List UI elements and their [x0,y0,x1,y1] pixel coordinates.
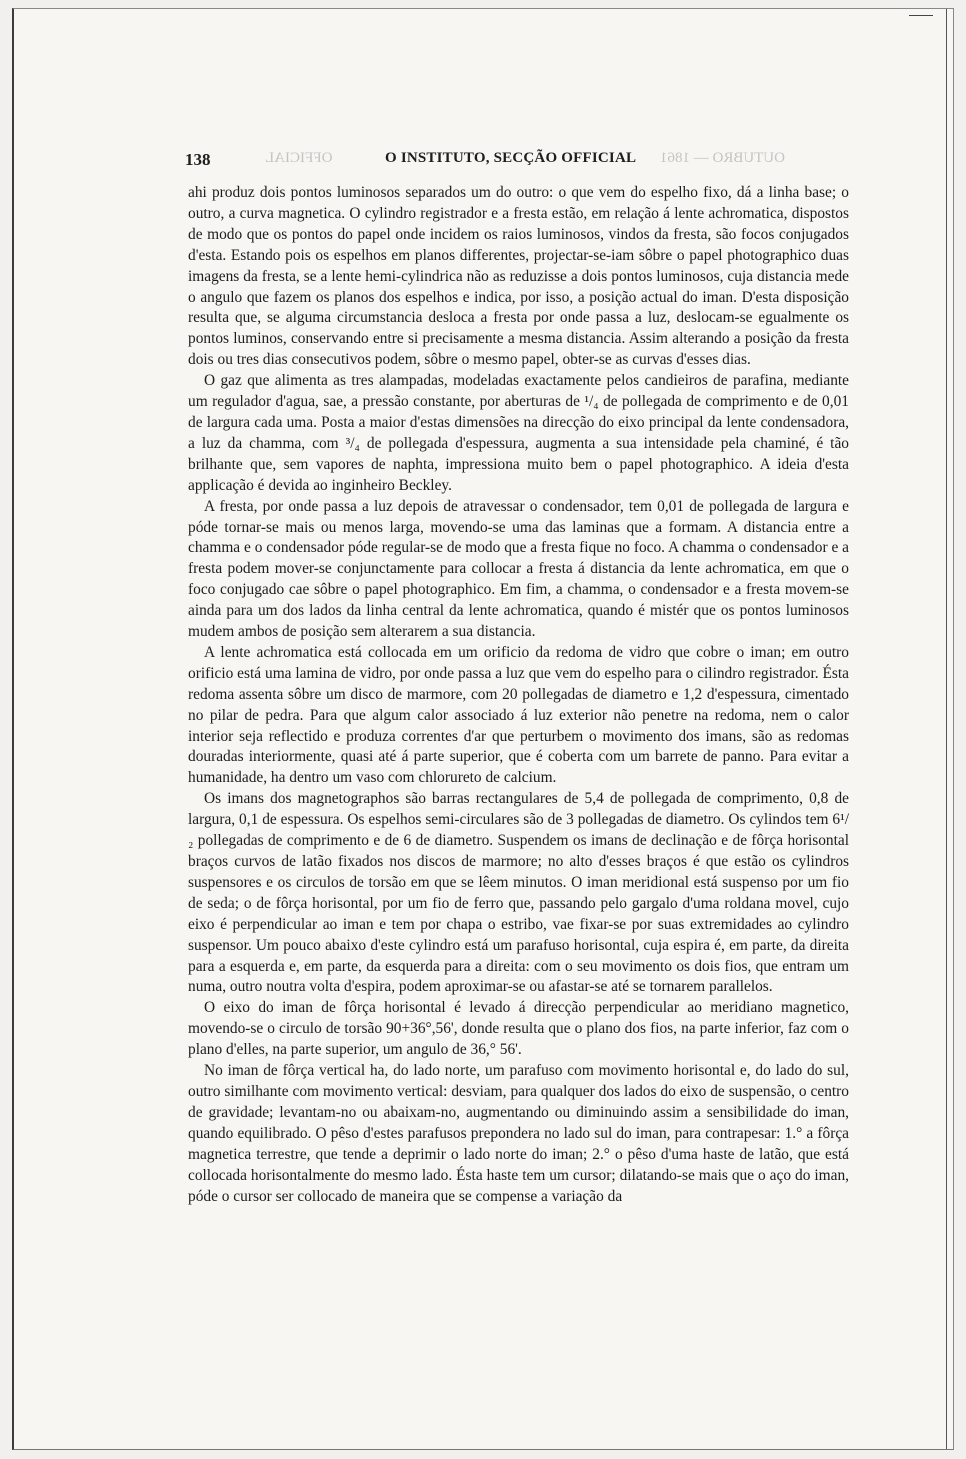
article-body [188,183,849,1207]
running-title: O INSTITUTO, SECÇÃO OFFICIAL [385,150,637,166]
paragraph: No iman de fôrça vertical ha, do lado norte, um parafuso com movimento horisontal e, do lado do sul, outro similhante com movimento vertical: desviam, para qualquer dos lados do eixo de suspensão, o centro de gravidade; levantam-no ou abaixam-no, augmentando ou diminuindo assim a sensibilidade do iman, quando equilibrado. O pêso d'estes parafusos prepondera no lado sul do iman, para contrapesar: 1.° a fôrça magnetica terrestre, que tende a deprimir o lado norte do iman; 2.° o pêso d'uma haste de latão, que está collocada horisontalmente do mesmo lado. Ésta haste tem um cursor; dilatando-se mais que o aço do iman, póde o cursor ser collocado de maneira que se compense a variação da [188,1062,849,1205]
bleed-through-text-left: OFFICIAL [265,150,333,166]
paragraph: A lente achromatica está collocada em um orificio da redoma de vidro que cobre o iman; em outro orificio está uma lamina de vidro, por onde passa a luz que vem do espelho para o cilindro registrador. Ésta redoma assenta sôbre um disco de marmore, com 20 pollegadas de diametro e 1,2 d'espessura, cimentado no pilar de pedra. Para que algum calor associado á luz exterior não penetre na redoma, nem o calor interior seja reflectido e produza correntes d'ar que perturbem o movimento dos imans, são as redomas douradas interiormente, quasi até á parte superior, que é coberta com um barrete de panno. Para evitar a humanidade, ha dentro um vaso com chlorureto de calcium. [188,643,849,787]
paragraph: Os imans dos magnetographos são barras rectangulares de 5,4 de pollegada de comprimento, 0,8 de largura, 0,1 de espessura. Os espelhos semi-circulares são de 3 pollegadas de diametro. Os cylindos tem 6¹/₂ pollegadas de comprimento e de 6 de diametro. Suspendem os imans de declinação e de fôrça horisontal braços curvos de latão fixados nos discos de marmore; no alto d'esses braços é que estão os cylindros suspensores e os circulos de torsão em que se lêem minutos. O iman meridional está suspenso por um fio de seda; o de fôrça horisontal, por um fio de ferro que, passando pelo gargalo d'uma roldana movel, cujo eixo é perpendicular ao iman e tem por chapa o estribo, vae fixar-se por suas extremidades ao cylindro suspensor. Um pouco abaixo d'este cylindro está um parafuso horisontal, cuja espira é, em parte, da direita para a esquerda e, em parte, da esquerda para a direita: com o seu movimento os dois fios, que entram um numa, outro noutra volta d'espira, podem aproximar-se ou afastar-se até se tornarem parallelos. [188,790,849,996]
page-corner-mark [909,15,933,16]
page-number: 138 [185,150,211,169]
bleed-through-text-right: OUTUBRO — 1861 [660,150,786,166]
paragraph: ahi produz dois pontos luminosos separados um do outro: o que vem do espelho fixo, dá a linha base; o outro, a curva magnetica. O cylindro registrador e a fresta estão, em relação á lente achromatica, dispostos de modo que os pontos do papel onde incidem os raios luminosos, vindos da fresta, são focos conjugados d'esta. Estando pois os espelhos em planos differentes, projectar-se-iam sôbre o papel photographico duas imagens da fresta, se a lente hemi-cylindrica não as reduzisse a dois pontos luminosos, cuja distancia mede o angulo que fazem os planos dos espelhos e indica, por isso, a posição actual do iman. D'esta disposição resulta que, se alguma circumstancia desloca a fresta por onde passa a luz, deslocam-se egualmente os pontos luminos, conservando entre si precisamente a mesma distancia. Assim alterando a posição da fresta dois ou tres dias consecutivos podem, sôbre o mesmo papel, obter-se as curvas d'esses dias. [188,184,849,369]
paragraph: A fresta, por onde passa a luz depois de atravessar o condensador, tem 0,01 de pollegada de largura e póde tornar-se mais ou menos larga, movendo-se uma das laminas que a formam. A distancia entre a chamma e o condensador póde regular-se de modo que a fresta fique no foco. A chamma o condensador e a fresta podem mover-se conjunctamente para collocar a fresta á distancia da lente achromatica, em que o foco conjugado cae sôbre o papel photographico. Em fim, a chamma, o condensador e a fresta movem-se ainda para um dos lados da linha central da lente achromatica, quando é mistér que os pontos luminosos mudem ambos de posição sem alterarem a sua distancia. [188,497,849,641]
paragraph: O eixo do iman de fôrça horisontal é levado á direcção perpendicular ao meridiano magnetico, movendo-se o circulo de torsão 90+36°,56', donde resulta que o plano dos fios, na parte inferior, faz com o plano d'elles, na parte superior, um angulo de 36,° 56'. [188,999,849,1059]
paragraph: O gaz que alimenta as tres alampadas, modeladas exactamente pelos candieiros de parafina, mediante um regulador d'agua, sae, a pressão constante, por aberturas de ¹/₄ de pollegada de comprimento e de 0,01 de largura cada uma. Posta a maior d'estas dimensões na direcção do eixo principal da lente condensadora, a luz da chamma, com ³/₄ de pollegada d'espessura, augmenta a sua intensidade pela chaminé, é tão brilhante que, sem vapores de naphta, impressiona muito bem o papel photographico. A ideia d'esta applicação é devida ao inginheiro Beckley. [188,372,849,494]
